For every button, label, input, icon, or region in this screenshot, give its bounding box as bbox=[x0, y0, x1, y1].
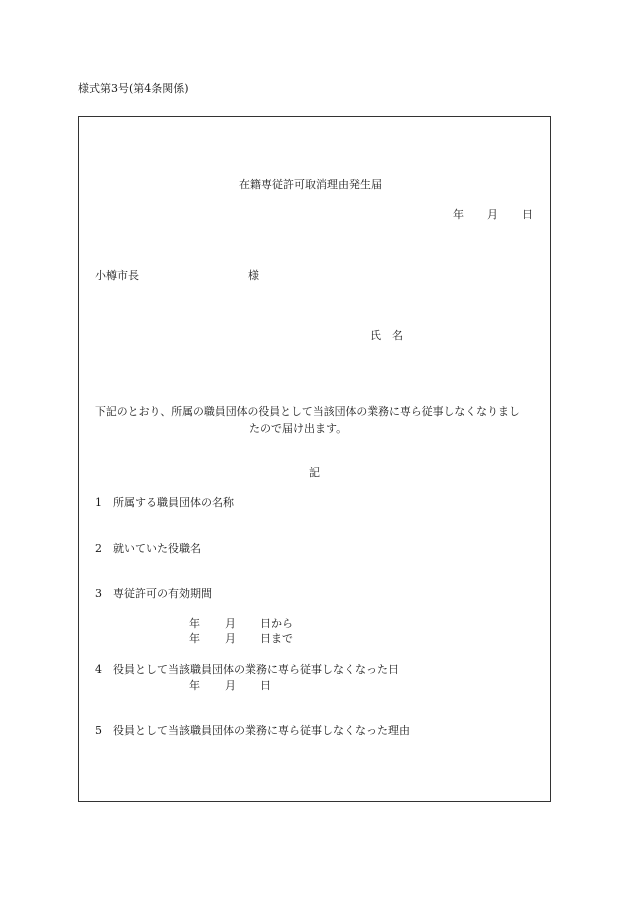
item-5-label: 役員として当該職員団体の業務に専ら従事しなくなった理由 bbox=[113, 724, 410, 737]
item-3-from-month: 月 bbox=[225, 617, 236, 630]
item-2-number: 2 bbox=[95, 542, 102, 555]
item-4-day: 日 bbox=[260, 679, 271, 692]
statement-line-1: 下記のとおり、所属の職員団体の役員として当該団体の業務に専ら従事しなくなりまし bbox=[95, 405, 520, 418]
statement-line-2: たので届け出ます。 bbox=[249, 422, 348, 435]
item-4-year: 年 bbox=[189, 679, 200, 692]
item-4-month: 月 bbox=[225, 679, 236, 692]
item-3-from-year: 年 bbox=[189, 617, 200, 630]
item-5-number: 5 bbox=[95, 724, 102, 737]
item-4-number: 4 bbox=[95, 663, 102, 676]
item-1-number: 1 bbox=[95, 496, 102, 509]
form-number: 様式第3号(第4条関係) bbox=[78, 82, 189, 95]
document-title: 在籍専従許可取消理由発生届 bbox=[239, 178, 382, 191]
form-frame bbox=[78, 116, 551, 802]
item-3-to-year: 年 bbox=[189, 632, 200, 645]
item-3-to-day: 日まで bbox=[260, 632, 293, 645]
item-3-from-day: 日から bbox=[260, 617, 293, 630]
addressee-honorific: 様 bbox=[248, 269, 259, 282]
date-day-label: 日 bbox=[522, 208, 533, 221]
applicant-name-label: 氏 名 bbox=[370, 329, 403, 342]
ki-heading: 記 bbox=[309, 466, 320, 479]
date-year-label: 年 bbox=[453, 208, 464, 221]
item-1-label: 所属する職員団体の名称 bbox=[113, 496, 234, 509]
addressee-name: 小樽市長 bbox=[95, 269, 139, 282]
date-month-label: 月 bbox=[487, 208, 498, 221]
item-3-number: 3 bbox=[95, 587, 102, 600]
item-2-label: 就いていた役職名 bbox=[113, 542, 201, 555]
item-4-label: 役員として当該職員団体の業務に専ら従事しなくなった日 bbox=[113, 663, 399, 676]
item-3-label: 専従許可の有効期間 bbox=[113, 587, 212, 600]
item-3-to-month: 月 bbox=[225, 632, 236, 645]
